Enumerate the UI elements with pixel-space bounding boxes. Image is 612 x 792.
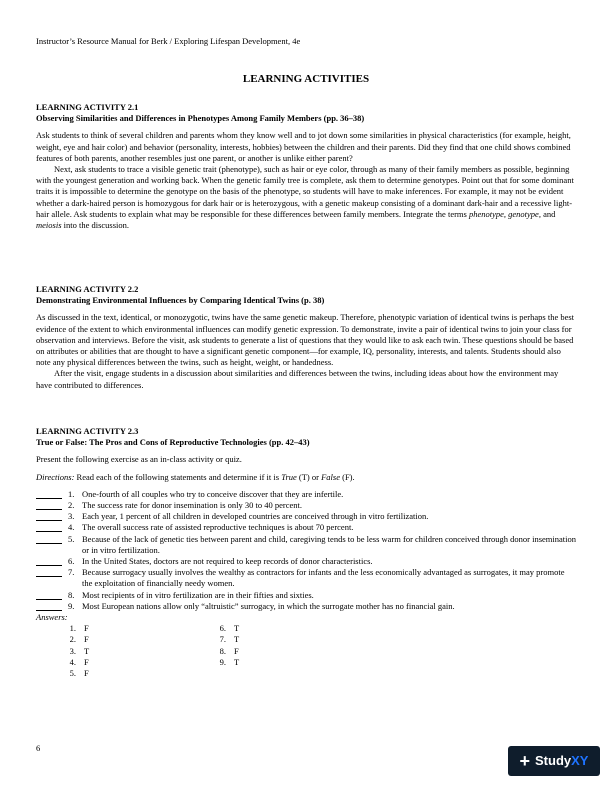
statement-number: 2. — [68, 500, 75, 511]
statement-item — [36, 511, 576, 522]
page-title: LEARNING ACTIVITIES — [242, 73, 370, 85]
statement-number: 7. — [68, 567, 75, 578]
answer-row — [36, 623, 186, 634]
studyxy-logo — [508, 746, 600, 776]
statement-text: The overall success rate of assisted reproductive techniques is about 70 percent. — [82, 522, 354, 533]
statement-text: The success rate for donor insemination is only 30 to 40 percent. — [82, 500, 302, 511]
statement-item — [36, 590, 576, 601]
statement-text: Because of the lack of genetic ties between parent and child, caregiving tends to be less warm for children conceived through donor insemination or in vitro fertilization. — [82, 533, 577, 555]
directions-text: (T) or — [298, 471, 319, 482]
answer-row — [36, 646, 186, 657]
activity-2-2 — [36, 284, 576, 391]
activity-2-3 — [36, 426, 576, 679]
answer-number: 3. — [69, 645, 76, 656]
activity-2-1 — [36, 102, 576, 231]
logo-accent-text: XY — [571, 753, 589, 769]
answer-number: 8. — [219, 645, 226, 656]
answer-blank[interactable] — [36, 601, 62, 611]
answer-row — [186, 634, 336, 645]
statement-number: 5. — [68, 533, 75, 544]
answers-label: Answers: — [36, 612, 68, 623]
directions-label: Directions: — [36, 471, 75, 482]
answer-value: T — [84, 645, 90, 656]
statement-text: Most European nations allow only “altruistic” surrogacy, in which the surrogate mother has no financial gain. — [82, 600, 455, 611]
answer-value: F — [234, 645, 239, 656]
answer-value: F — [84, 656, 89, 667]
term: meiosis — [36, 220, 62, 231]
connector-word: and — [543, 208, 556, 219]
answer-row — [186, 657, 336, 668]
activity-title: True or False: The Pros and Cons of Reproductive Technologies (pp. 42–43) — [36, 437, 310, 448]
answer-blank[interactable] — [36, 567, 62, 577]
answer-key — [36, 623, 576, 679]
statement-list — [36, 489, 576, 612]
activity-label: LEARNING ACTIVITY 2.3 — [36, 426, 139, 436]
answer-blank[interactable] — [36, 590, 62, 600]
answer-column-left — [36, 623, 186, 679]
statement-text: Each year, 1 percent of all children in developed countries are conceived through in vitro fertilization. — [82, 511, 429, 522]
answer-number: 5. — [69, 668, 76, 679]
statement-text: One-fourth of all couples who try to conceive discover that they are infertile. — [82, 488, 344, 499]
statement-text: Because surrogacy usually involves the wealthy as contractors for infants and the less economically advantaged as surrogates, it may promote the exploitation of financially needy women. — [82, 567, 565, 589]
true-word: True — [281, 471, 297, 482]
answer-value: T — [234, 623, 240, 634]
answer-value: T — [234, 656, 240, 667]
answer-blank[interactable] — [36, 534, 62, 544]
statement-number: 4. — [68, 522, 75, 533]
running-header: Instructor’s Resource Manual for Berk / Exploring Lifespan Development, 4e — [36, 36, 301, 46]
statement-number: 8. — [68, 589, 75, 600]
statement-number: 9. — [68, 600, 75, 611]
statement-number: 3. — [68, 511, 75, 522]
directions-text: (F). — [342, 471, 355, 482]
page-number: 6 — [36, 743, 41, 753]
answer-number: 6. — [219, 623, 226, 634]
activity-label: LEARNING ACTIVITY 2.1 — [36, 102, 139, 112]
answer-value: T — [234, 634, 240, 645]
answer-blank[interactable] — [36, 556, 62, 566]
plus-icon: + — [519, 751, 531, 771]
answer-number: 9. — [219, 656, 226, 667]
activity-title: Demonstrating Environmental Influences by Comparing Identical Twins (p. 38) — [36, 295, 325, 306]
answer-row — [36, 634, 186, 645]
answer-number: 1. — [69, 623, 76, 634]
answer-blank[interactable] — [36, 489, 62, 499]
paragraph-end: into the discussion. — [63, 220, 130, 231]
activity-title: Observing Similarities and Differences in Phenotypes Among Family Members (pp. 36–38) — [36, 113, 365, 124]
directions — [36, 472, 576, 483]
answer-number: 7. — [219, 634, 226, 645]
term-list: phenotype, genotype, — [468, 208, 541, 219]
paragraph: Ask students to think of several children and parents whom they know well and to jot down some similarities in physical characteristics (for example, height, weight, eye and hair color) and behavior (personality, interests, hobbies) between the children and their parents. Did they find that one child shows combined features of both parents, another resembles just one parent, or another is unlike either parent? — [36, 130, 571, 163]
paragraph-text: Next, ask students to trace a visible genetic trait (phenotype), such as hair or eye color, through as many of their family members as possible, beginning with the youngest generation and working back. When the genetic family tree is complete, ask them to determine genotypes. Point out that for some dominant traits it is impossible to determine the genotype on the basis of the phenotype, so students will have to make inferences. For example, it may not be evident whether a dark-haired person is homozygous for dark hair or is heterozygous, with a genetic makeup consisting of a dominant dark-hair and a recessive light-hair allele. Ask students to explain what may be responsible for these differences between family members. Integrate the terms — [36, 164, 574, 219]
statement-text: In the United States, doctors are not required to keep records of donor characteristics. — [82, 556, 373, 567]
answer-blank[interactable] — [36, 500, 62, 510]
answer-row — [186, 646, 336, 657]
activity-label: LEARNING ACTIVITY 2.2 — [36, 284, 139, 294]
answer-value: F — [84, 634, 89, 645]
answer-number: 4. — [69, 656, 76, 667]
statement-item — [36, 500, 576, 511]
answer-blank[interactable] — [36, 522, 62, 532]
answer-row — [36, 657, 186, 668]
statement-number: 1. — [68, 488, 75, 499]
paragraph: After the visit, engage students in a discussion about similarities and differences between the twins, including ideas about how the environment may have contributed to differences. — [36, 368, 559, 390]
statement-item — [36, 489, 576, 500]
false-word: False — [321, 471, 340, 482]
answer-value: F — [84, 668, 89, 679]
answer-row — [36, 668, 186, 679]
statement-item — [36, 601, 576, 612]
answer-value: F — [84, 623, 89, 634]
answer-column-right — [186, 623, 336, 679]
answer-row — [186, 623, 336, 634]
logo-text: Study — [535, 753, 572, 769]
statement-text: Most recipients of in vitro fertilization are in their fifties and sixties. — [82, 589, 314, 600]
statement-item — [36, 556, 576, 567]
intro-text: Present the following exercise as an in-class activity or quiz. — [36, 454, 242, 465]
answer-blank[interactable] — [36, 511, 62, 521]
paragraph — [36, 164, 576, 231]
answer-number: 2. — [69, 634, 76, 645]
statement-item — [36, 534, 576, 556]
statement-item — [36, 567, 576, 589]
paragraph: As discussed in the text, identical, or monozygotic, twins have the same genetic makeup. Therefore, phenotypic variation of identical twins is perhaps the best evidence of the extent to which environmental influences can modify genetic expression. To demonstrate, invite a pair of identical twins to join your class for observation and interviews. Before the visit, ask students to generate a list of questions that they would like to ask each twin. These questions should be based on attributes or abilities that are thought to have a significant genetic component—for example, IQ, personality, interests, and talents. Students should also note any physical differences between the twins, such as height, weight, or handedness. — [36, 312, 575, 368]
directions-text: Read each of the following statements and determine if it is — [76, 471, 280, 482]
statement-number: 6. — [68, 556, 75, 567]
statement-item — [36, 522, 576, 533]
